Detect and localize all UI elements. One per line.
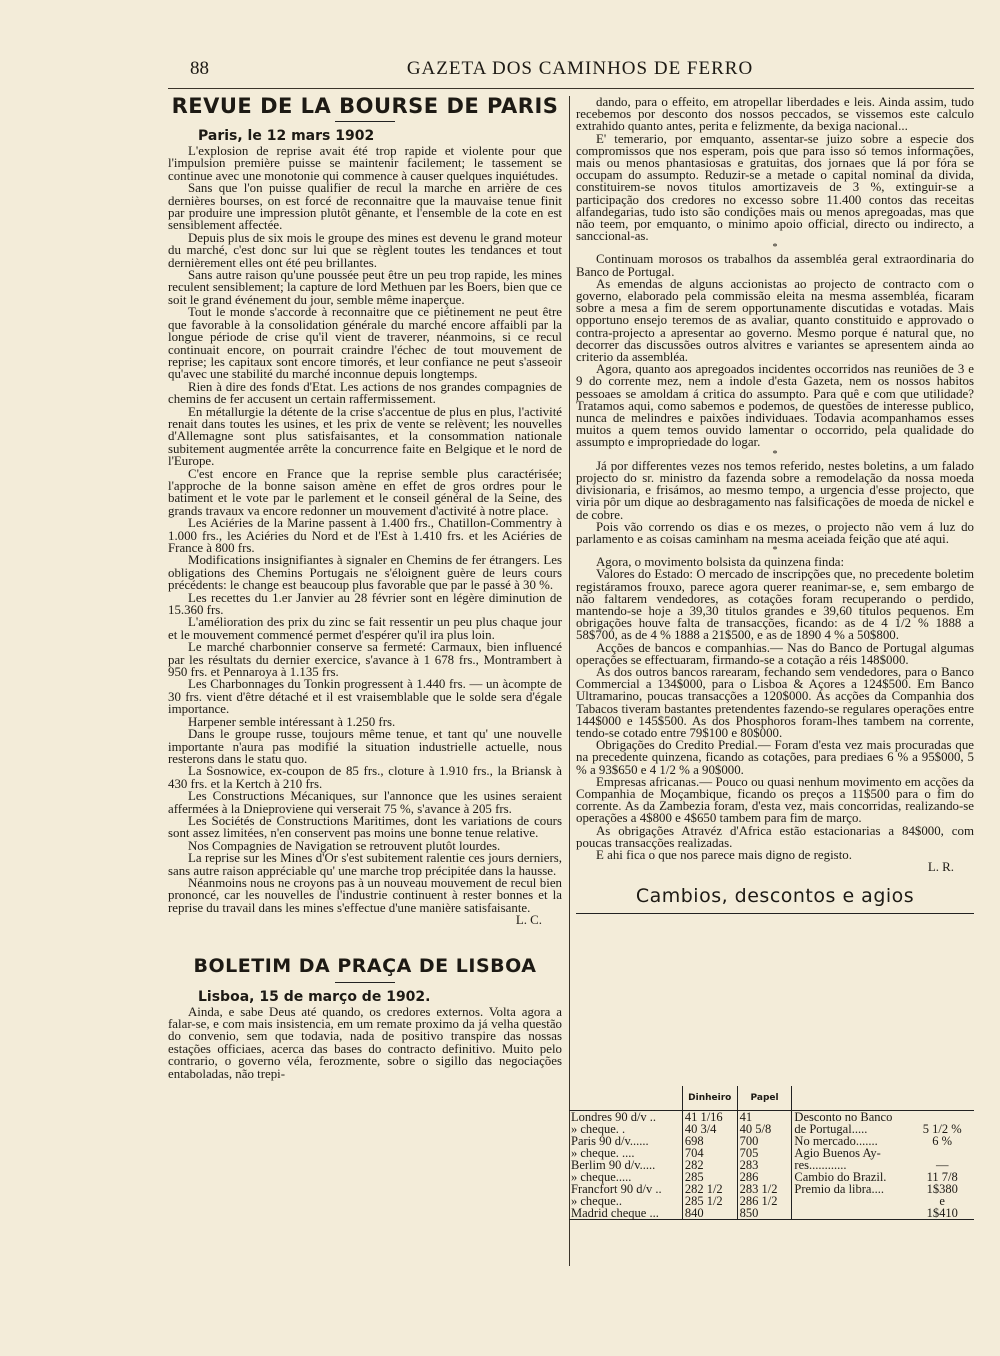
title-rule (335, 121, 395, 122)
dinheiro-value: 282 (682, 1159, 737, 1171)
paragraph: Agora, quanto aos apregoados incidentes occorridos nas reuniões de 3 e 9 do corrente mez, nem a indole d'esta Gazeta, nem os nossos habitos pessoaes se amoldam á critica do assumpto. Para quê e com que utilidade? Tratamos aqui, como sabemos e podemos, de questões de interesse publico, nunca de melindres e paixões individuaes. Todavia acompanhamos esses muitos a quem temos ouvido lamentar o occorrido, pela qualidade do assumpto e impropriedade do logar. (576, 362, 974, 450)
paragraph: Modifications insignifiantes à signaler en Chemins de fer étrangers. Les obligations des Chemins Portugais ne s'éloignent guère de leurs cours précédents: le change est beaucoup plus favorable que par le passé à 30 %. (168, 553, 562, 593)
exchange-label: » cheque..... (571, 1170, 632, 1184)
paragraph: L'amélioration des prix du zinc se fait ressentir un peu plus chaque jour et le mouvement commencé permet d'espérer qu'il ira plus loin. (168, 615, 562, 642)
paragraph: La Sosnowice, ex-coupon de 85 frs., cloture à 1.910 frs., la Briansk à 430 frs. et la Kertch à 210 frs. (168, 764, 562, 791)
exchange-label: Francfort 90 d/v .. (571, 1182, 662, 1196)
paragraph: Pois vão correndo os dias e os mezes, o projecto não vem á luz do parlamento e as coisas caminham na mesma aceiada feição que até aqui. (576, 519, 974, 546)
papel-value: 705 (737, 1147, 792, 1159)
rate-value: 11 7/8 (926, 1170, 958, 1184)
right-label-header (792, 1086, 910, 1111)
rate-label: Cambio do Brazil. (792, 1171, 910, 1183)
paragraph: As obrigações Atravéz d'Africa estão estacionarias a 84$000, com poucas transacções realizadas. (576, 823, 974, 850)
journal-title: GAZETA DOS CAMINHOS DE FERRO (406, 58, 754, 79)
rate-label (792, 1195, 910, 1207)
revue-signature: L. C. (515, 913, 542, 928)
papel-value: 850 (737, 1207, 792, 1220)
paragraph: C'est encore en France que la reprise semble plus caractérisée; l'approche de la bonne saison amène en effet de gros ordres pour le batiment et le vote par le parlement et le conseil général de la Seine, des grands travaux va encore redonner un mouvement d'activité à notre place. (168, 466, 562, 518)
table-row (569, 1207, 974, 1220)
dinheiro-value: 704 (682, 1147, 737, 1159)
rate-label: Desconto no Banco (792, 1111, 910, 1124)
table-row (569, 1111, 974, 1124)
exchange-label: » cheque. .... (571, 1146, 635, 1160)
papel-value: 286 1/2 (737, 1195, 792, 1207)
rate-value: 6 % (932, 1134, 953, 1148)
rate-value: e (939, 1194, 945, 1208)
paragraph: Les Charbonnages du Tonkin progressent à 1.440 frs. — un àcompte de 30 frs. vient d'être détaché et il est vraisemblable que le solde sera d'égale importance. (168, 677, 562, 717)
paragraph: Já por differentes vezes nos temos referido, nestes boletins, a um falado projecto do sr. ministro da fazenda sobre a remodelação da nossa moeda divisionaria, e frisámos, ao mesmo tempo, a urgencia d'esse projecto, que viria pôr um dique ao desbragamento nas falsificações de moeda de nickel e de cobre. (576, 458, 974, 522)
paragraph: Néanmoins nous ne croyons pas à un nouveau mouvement de recul bien prononcé, car les nouvelles de l'industrie continuent à rester bonnes et la reprise du travail dans les mines s'effectue d'une manière satisfaisante. (168, 875, 562, 915)
separator-star: * (772, 545, 778, 557)
boletim-intro: Ainda, e sabe Deus até quando, os credores externos. Volta agora a falar-se, e com mais insistencia, em um remate proximo da já velha questão do convenio, sem que todavia, nada de positivo transpire das nossas estações officiaes, acerca das bases do contracto definitivo. Muito pelo contrario, o governo véla, ferozmente, sobre o sigillo das negociações entaboladas, não trepi- (168, 1004, 562, 1081)
paragraph: Dans le groupe russe, toujours même tenue, et tant qu' une nouvelle importante n'aura pas modifié la situation industrielle actuelle, nous resterons dans le statu quo. (168, 727, 562, 766)
exchange-label: Madrid cheque ... (571, 1206, 659, 1220)
paragraph: La reprise sur les Mines d'Or s'est subitement ralentie ces jours derniers, sans autre raison appréciable qu' une marche trop précipitée dans la hausse. (168, 851, 562, 878)
paragraph: E ahi fica o que nos parece mais digno de registo. (596, 847, 852, 862)
rate-label: No mercado....... (792, 1135, 910, 1147)
paragraph: Les Constructions Mécaniques, sur l'annonce que les usines seraient affermées à la Dnieproviene qui verserait 75 %, s'avance à 205 frs. (168, 789, 562, 816)
exchange-label: Berlim 90 d/v..... (571, 1158, 656, 1172)
rate-label: de Portugal..... (792, 1123, 910, 1135)
boletim-continued-3 (576, 460, 974, 545)
paragraph: E' temerario, por emquanto, assentar-se juizo sobre a especie dos compromissos que nos esperam, pois que para isso só temos informações, mais ou menos phantasiosas e gratuitas, dos jornaes que lá por fóra se occupam do assumpto. Reduzir-se a metade o capital nominal da divida, constituirem-se novos titulos amortizaveis de 3 %, extinguir-se a participação dos credores no excesso sobre 11.400 contos das receitas alfandegarias, tudo isto são condições mais ou menos apregoadas, mas que não teem, por emquanto, o minimo apoio official, directo ou indirecto, a sanccional-as. (576, 131, 974, 244)
rate-label: Premio da libra.... (792, 1183, 910, 1195)
boletim-continued-1 (576, 96, 974, 242)
papel-value: 700 (737, 1135, 792, 1147)
dinheiro-value: 41 1/16 (682, 1111, 737, 1124)
separator-star: * (772, 448, 778, 460)
paragraph: Harpener semble intéressant à 1.250 frs. (188, 714, 396, 729)
rate-label (792, 1207, 910, 1220)
paragraph: Depuis plus de six mois le groupe des mines est devenu le grand moteur du marché, c'est donc sur lui que se règlent toutes les tendances et tout dernièrement elles ont été peu brillantes. (168, 230, 562, 270)
paragraph: Sans que l'on puisse qualifier de recul la marche en arrière de ces dernières bourses, on est forcé de reconnaitre que la mauvaise tenue finit par produire une impression plutôt gênante, et l'ensemble de la cote en est sensiblement affectée. (168, 181, 562, 233)
paragraph: Obrigações do Credito Predial.— Foram d'esta vez mais procuradas que na precedente quinzena, ficando as cotações, para prediaes 6 % a 95$000, 5 % a 93$650 e 4 1/2 % a 90$000. (576, 738, 974, 777)
page-header (190, 58, 970, 88)
dinheiro-header: Dinheiro (682, 1086, 737, 1111)
paragraph: As dos outros bancos rarearam, fechando sem vendedores, para o Banco Commercial a 134$000, para o Lisboa & Açores a 124$500. Em Banco Ultramarino, poucas transacções a 120$000. As acções da Companhia dos Tabacos tiveram bastantes pretendentes fazendo-se regulares operações entre 144$000 e 145$500. As dos Phosphoros foram-lhes tambem na corrente, tendo-se cotado entre 79$100 e 80$000. (576, 664, 974, 740)
paragraph: En métallurgie la détente de la crise s'accentue de plus en plus, l'activité renait dans toutes les usines, et les prix de vente se relèvent; les nouvelles d'Allemagne sont plus satisfaisantes, et la consommation nationale subitement augmentée arrête la concurrence faite en Belgique et le nord de l'Europe. (168, 404, 562, 469)
cambios-title: Cambios, descontos e agios (635, 885, 915, 908)
exchange-label: Paris 90 d/v...... (571, 1134, 649, 1148)
rate-label: res............ (792, 1159, 910, 1171)
label-header (569, 1086, 682, 1111)
boletim-signature: L. R. (927, 860, 954, 875)
dinheiro-value: 285 (682, 1171, 737, 1183)
boletim-continued-2 (576, 253, 974, 448)
paragraph: Les recettes du 1.er Janvier au 28 février sont en légère diminution de 15.360 frs. (168, 590, 562, 618)
cambios-rule (576, 913, 974, 914)
rate-value: 1$410 (926, 1206, 958, 1220)
rate-label: Agio Buenos Ay- (792, 1147, 910, 1159)
paragraph: Les Aciéries de la Marine passent à 1.400 frs., Chatillon-Commentry à 1.000 frs., les Aciéries du Nord et de l'Est à 1.410 frs. et les Aciéries de France à 800 frs. (168, 516, 562, 555)
separator-star: * (772, 242, 778, 254)
page-number: 88 (190, 58, 209, 79)
papel-value: 283 (737, 1159, 792, 1171)
dinheiro-value: 40 3/4 (682, 1123, 737, 1135)
boletim-title-rule (335, 982, 395, 983)
paragraph: dando, para o effeito, em atropellar liberdades e leis. Ainda assim, tudo recebemos por desconto dos nossos peccados, se vissemos este calculo extrahido quanto antes, perita e felizmente, da bexiga nacional... (576, 95, 974, 134)
paragraph: Le marché charbonnier conserve sa fermeté: Carmaux, bien influencé par les résultats du dernier exercice, s'avance à 1 678 frs., Montrambert à 950 frs. et Pennaroya à 1.135 frs. (168, 640, 562, 680)
papel-value: 40 5/8 (737, 1123, 792, 1135)
exchange-label: Londres 90 d/v .. (571, 1110, 657, 1124)
paragraph: Les Sociétés de Constructions Maritimes, dont les variations de cours sont assez limitées, n'en conservent pas moins une bonne tenue relative. (168, 813, 562, 841)
boletim-title: BOLETIM DA PRAÇA DE LISBOA (193, 954, 537, 977)
rate-value: — (935, 1158, 949, 1172)
dinheiro-value: 282 1/2 (682, 1183, 737, 1195)
paragraph: Agora, o movimento bolsista da quinzena finda: (596, 555, 845, 570)
papel-header: Papel (737, 1086, 792, 1111)
cambios-rows (569, 1111, 974, 1220)
paragraph: Valores do Estado: O mercado de inscripções que, no precedente boletim registáramos frouxo, parece agora querer reanimar-se, e, sem embargo de não faltarem vendedores, as cotações foram recuperando o perdido, mantendo-se hoje a 39,30 titulos grandes e 39,60 titulos pequenos. Em obrigações houve falta de transacções, ficando: as de 4 1/2 % 1888 a 58$700, as de 4 % 1888 a 21$500, e as de 1890 4 % a 50$800. (576, 567, 974, 643)
exchange-label: » cheque. . (571, 1122, 626, 1136)
dinheiro-value: 698 (682, 1135, 737, 1147)
boletim-continued-4 (576, 556, 974, 861)
paragraph: Rien à dire des fonds d'Etat. Les actions de nos grandes compagnies de chemins de fer accusent un certain raffermissement. (168, 379, 562, 407)
dinheiro-value: 285 1/2 (682, 1195, 737, 1207)
right-column (576, 96, 974, 914)
paragraph: Sans autre raison qu'une poussée peut être un peu trop rapide, les mines reculent sensiblement; la capture de lord Methuen par les Boers, bien que ce soit le grand événement du jour, semble même inaperçue. (168, 268, 562, 307)
paragraph: Acções de bancos e companhias.— Nas do Banco de Portugal algumas operações se effectuaram, firmando-se a cotação a réis 148$000. (576, 640, 974, 667)
revue-dateline: Paris, le 12 mars 1902 (198, 128, 375, 144)
paragraph: Continuam morosos os trabalhos da assembléa geral extraordinaria do Banco de Portugal. (576, 252, 974, 279)
paragraph: Empresas africanas.— Pouco ou quasi nenhum movimento em acções da Companhia de Moçambique, ficando os preços a 11$500 para o fim do corrente. As da Zambezia foram, d'esta vez, mais concorridas, realizando-se operações a 4$800 e 4$650 tambem para fim de março. (576, 774, 974, 826)
rate-value: 5 1/2 % (922, 1122, 962, 1136)
dinheiro-value: 840 (682, 1207, 737, 1220)
paragraph: As emendas de alguns accionistas ao projecto de contracto com o governo, elaborado pela commissão eleita na mesma assembléa, ficaram sobre a mesa a fim de serem opportunamente discutidas e votadas. Mais opportuno ensejo teremos de as avaliar, quanto constituido e approvado o contra-projecto a apresentar ao governo. Mesmo porque é natural que, no decorrer das discussões outros alvitres e variantes se apresentem ainda ao criterio da assembléa. (576, 276, 974, 365)
revue-title: REVUE DE LA BOURSE DE PARIS (171, 94, 559, 118)
boletim-dateline: Lisboa, 15 de março de 1902. (198, 988, 431, 1005)
paragraph: Nos Compagnies de Navigation se retrouvent plutôt lourdes. (188, 838, 501, 853)
papel-value: 286 (737, 1171, 792, 1183)
rate-value: 1$380 (926, 1182, 958, 1196)
papel-value: 283 1/2 (737, 1183, 792, 1195)
cambios-table (569, 1086, 974, 1220)
left-column (168, 94, 562, 1080)
header-rule (168, 88, 974, 89)
papel-value: 41 (737, 1111, 792, 1124)
right-value-header (910, 1086, 974, 1111)
paragraph: Tout le monde s'accorde à reconnaitre que ce piétinement ne peut être que favorable à la consolidation générale du marché encore affaibli par la longue période de crise qu'il vient de traverer, néanmoins, si ce recul continuait encore, on pourrait craindre l'échec de tout mouvement de reprise; les capitaux sont encore timorés, et leur confiance ne peut s'asseoir qu'avec une stabilité du marché inconnue depuis longtemps. (168, 305, 562, 382)
exchange-label: » cheque.. (571, 1194, 623, 1208)
revue-body (168, 145, 562, 914)
paragraph: L'explosion de reprise avait été trop rapide et violente pour que l'impulsion première puisse se maintenir facilement; le tassement se continue avec une monotonie qui commence à causer quelques inquiétudes. (168, 144, 562, 183)
